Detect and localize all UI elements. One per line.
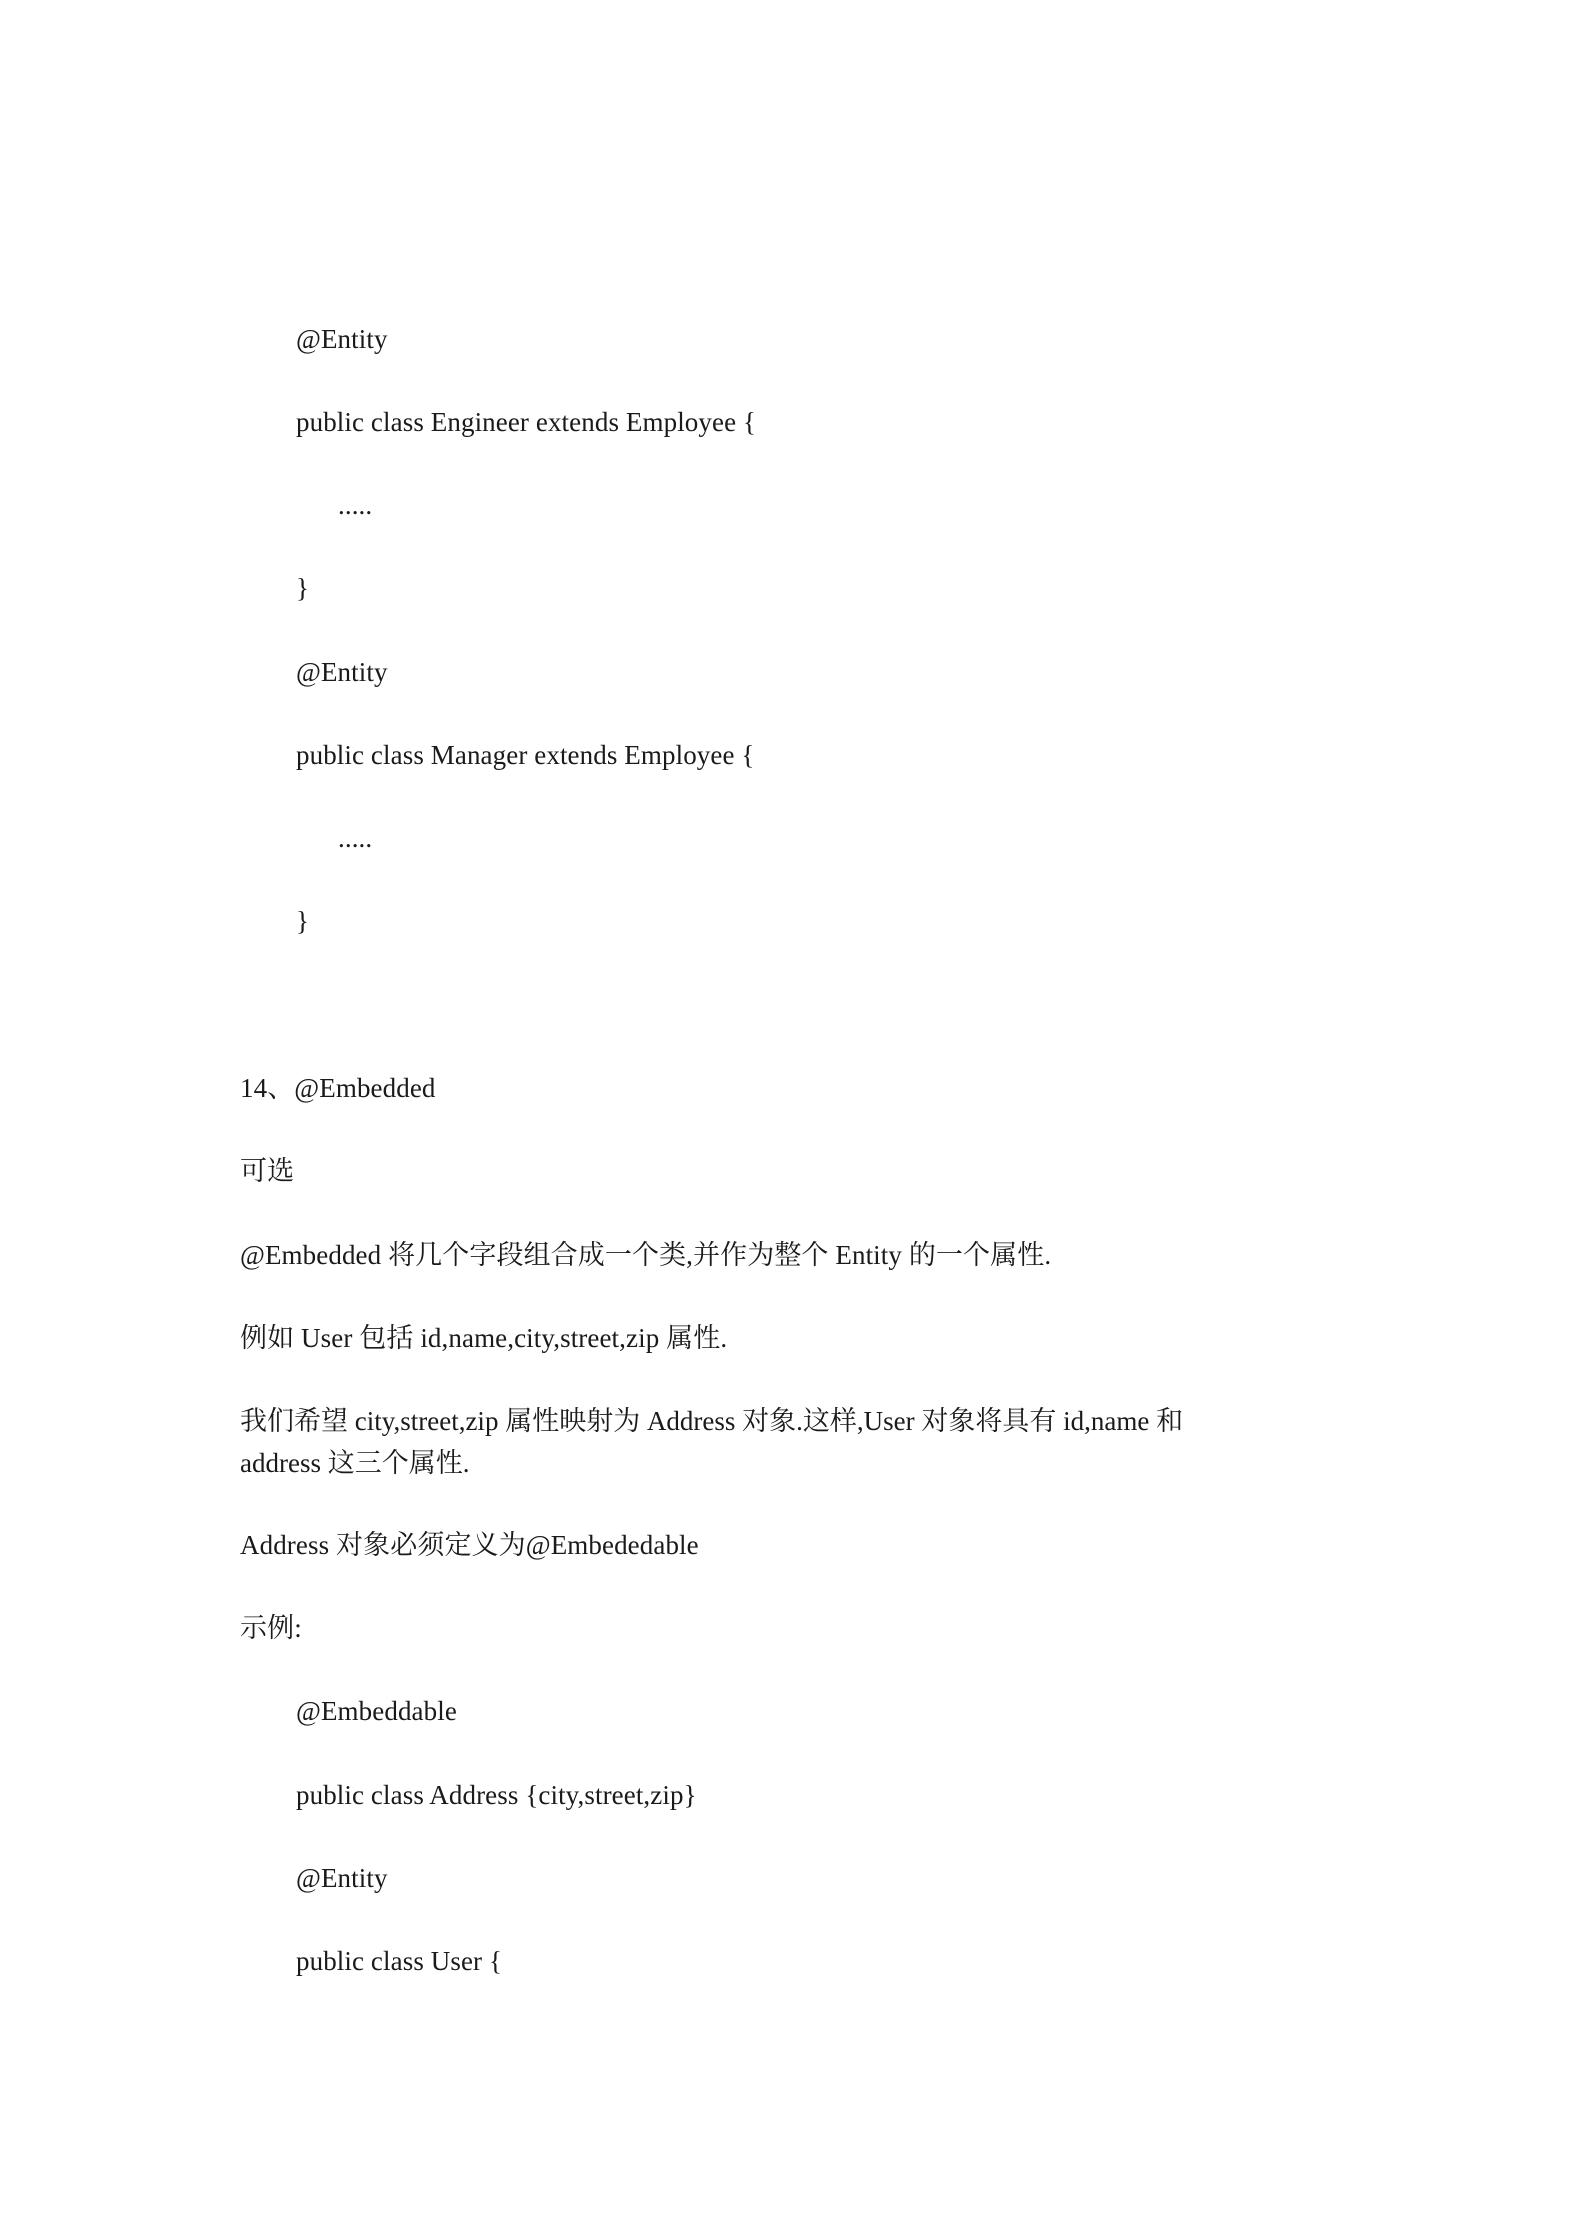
- code-line-user-class: public class User {: [296, 1946, 503, 1976]
- section-heading: 14、@Embedded: [240, 1073, 436, 1103]
- description-paragraph-3-line-1: 我们希望 city,street,zip 属性映射为 Address 对象.这样,User 对象将具有 id,name 和: [240, 1406, 1184, 1436]
- description-paragraph-1: @Embedded 将几个字段组合成一个类,并作为整个 Entity 的一个属性.: [240, 1240, 1052, 1270]
- code-line-closing-brace: }: [296, 906, 310, 936]
- example-label: 示例:: [240, 1613, 302, 1643]
- optional-label: 可选: [240, 1156, 295, 1186]
- code-line-address-class: public class Address {city,street,zip}: [296, 1780, 697, 1810]
- code-line-annotation-embeddable: @Embeddable: [296, 1696, 457, 1726]
- code-line-annotation-entity: @Entity: [296, 324, 388, 354]
- code-line-ellipsis: .....: [338, 823, 373, 853]
- code-line-annotation-entity: @Entity: [296, 1863, 388, 1893]
- description-paragraph-3-line-2: address 这三个属性.: [240, 1448, 470, 1478]
- description-paragraph-3: [240, 1400, 1250, 1484]
- code-line-closing-brace: }: [296, 573, 310, 603]
- code-line-manager-class: public class Manager extends Employee {: [296, 740, 755, 770]
- code-line-annotation-entity: @Entity: [296, 657, 388, 687]
- description-paragraph-2: 例如 User 包括 id,name,city,street,zip 属性.: [240, 1323, 728, 1353]
- code-line-engineer-class: public class Engineer extends Employee {: [296, 407, 757, 437]
- code-line-ellipsis: .....: [338, 490, 373, 520]
- description-paragraph-4: Address 对象必须定义为@Embededable: [240, 1530, 699, 1560]
